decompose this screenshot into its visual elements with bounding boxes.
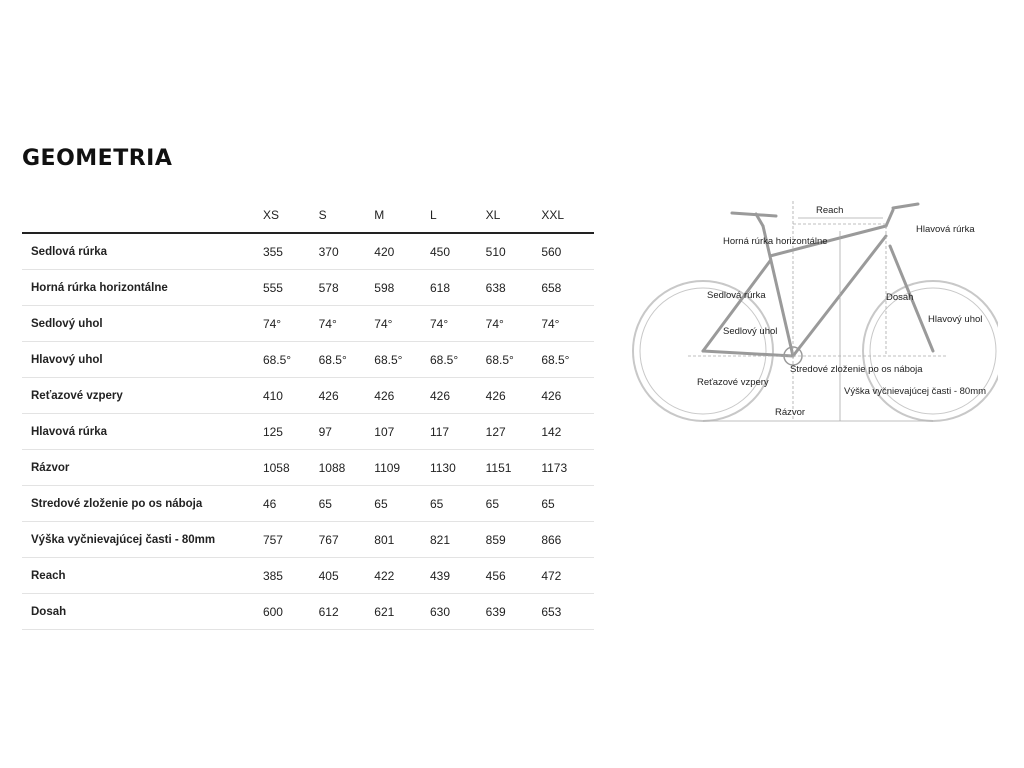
cell-value: 653 xyxy=(538,594,594,630)
chainstay xyxy=(703,351,793,356)
table-header-row xyxy=(22,198,594,233)
table-row xyxy=(22,270,594,306)
row-label: Výška vyčnievajúcej časti - 80mm xyxy=(22,522,260,558)
diagram-label: Stredové zloženie po os náboja xyxy=(790,364,923,375)
cell-value: 821 xyxy=(427,522,483,558)
cell-value: 1130 xyxy=(427,450,483,486)
cell-value: 370 xyxy=(316,233,372,270)
table-row xyxy=(22,522,594,558)
diagram-label: Hlavová rúrka xyxy=(916,224,975,235)
row-label: Reťazové vzpery xyxy=(22,378,260,414)
row-label: Stredové zloženie po os náboja xyxy=(22,486,260,522)
cell-value: 125 xyxy=(260,414,316,450)
row-label: Horná rúrka horizontálne xyxy=(22,270,260,306)
size-header: L xyxy=(427,198,483,233)
diagram-label: Reťazové vzpery xyxy=(697,377,769,388)
cell-value: 578 xyxy=(316,270,372,306)
size-header: XS xyxy=(260,198,316,233)
geometry-table xyxy=(22,198,594,630)
cell-value: 65 xyxy=(371,486,427,522)
cell-value: 618 xyxy=(427,270,483,306)
cell-value: 420 xyxy=(371,233,427,270)
header-label-cell xyxy=(22,198,260,233)
cell-value: 658 xyxy=(538,270,594,306)
saddle xyxy=(732,213,776,216)
cell-value: 450 xyxy=(427,233,483,270)
cell-value: 74° xyxy=(316,306,372,342)
cell-value: 68.5° xyxy=(427,342,483,378)
cell-value: 612 xyxy=(316,594,372,630)
cell-value: 107 xyxy=(371,414,427,450)
front-wheel xyxy=(863,281,998,421)
cell-value: 472 xyxy=(538,558,594,594)
cell-value: 385 xyxy=(260,558,316,594)
page-title: GEOMETRIA xyxy=(22,146,173,171)
diagram-label: Reach xyxy=(816,205,844,216)
cell-value: 68.5° xyxy=(538,342,594,378)
down-tube xyxy=(793,236,886,356)
size-header: S xyxy=(316,198,372,233)
cell-value: 866 xyxy=(538,522,594,558)
cell-value: 65 xyxy=(538,486,594,522)
row-label: Sedlový uhol xyxy=(22,306,260,342)
cell-value: 598 xyxy=(371,270,427,306)
cell-value: 405 xyxy=(316,558,372,594)
cell-value: 65 xyxy=(427,486,483,522)
cell-value: 1088 xyxy=(316,450,372,486)
cell-value: 142 xyxy=(538,414,594,450)
cell-value: 859 xyxy=(483,522,539,558)
cell-value: 555 xyxy=(260,270,316,306)
row-label: Hlavová rúrka xyxy=(22,414,260,450)
cell-value: 127 xyxy=(483,414,539,450)
table-body xyxy=(22,233,594,630)
cell-value: 74° xyxy=(427,306,483,342)
cell-value: 426 xyxy=(538,378,594,414)
cell-value: 1109 xyxy=(371,450,427,486)
cell-value: 74° xyxy=(260,306,316,342)
cell-value: 68.5° xyxy=(316,342,372,378)
cell-value: 422 xyxy=(371,558,427,594)
cell-value: 456 xyxy=(483,558,539,594)
cell-value: 426 xyxy=(483,378,539,414)
table-row xyxy=(22,558,594,594)
diagram-label: Dosah xyxy=(886,292,914,303)
table-row xyxy=(22,342,594,378)
row-label: Hlavový uhol xyxy=(22,342,260,378)
diagram-label: Sedlový uhol xyxy=(723,326,778,337)
cell-value: 621 xyxy=(371,594,427,630)
table-row xyxy=(22,486,594,522)
cell-value: 439 xyxy=(427,558,483,594)
table-row xyxy=(22,450,594,486)
handlebar xyxy=(893,204,918,208)
cell-value: 410 xyxy=(260,378,316,414)
diagram-label: Výška vyčnievajúcej časti - 80mm xyxy=(844,386,987,397)
cell-value: 74° xyxy=(483,306,539,342)
bike-geometry-diagram xyxy=(628,196,998,436)
cell-value: 68.5° xyxy=(371,342,427,378)
cell-value: 757 xyxy=(260,522,316,558)
cell-value: 97 xyxy=(316,414,372,450)
cell-value: 630 xyxy=(427,594,483,630)
row-label: Sedlová rúrka xyxy=(22,233,260,270)
size-header: M xyxy=(371,198,427,233)
cell-value: 355 xyxy=(260,233,316,270)
cell-value: 74° xyxy=(538,306,594,342)
cell-value: 510 xyxy=(483,233,539,270)
cell-value: 767 xyxy=(316,522,372,558)
stem xyxy=(886,210,893,226)
cell-value: 639 xyxy=(483,594,539,630)
cell-value: 600 xyxy=(260,594,316,630)
table-row xyxy=(22,306,594,342)
cell-value: 1058 xyxy=(260,450,316,486)
table-row xyxy=(22,594,594,630)
table-row xyxy=(22,378,594,414)
row-label: Reach xyxy=(22,558,260,594)
size-header: XXL xyxy=(538,198,594,233)
cell-value: 65 xyxy=(316,486,372,522)
cell-value: 638 xyxy=(483,270,539,306)
cell-value: 74° xyxy=(371,306,427,342)
seatstay xyxy=(703,261,770,351)
diagram-label: Horná rúrka horizontálne xyxy=(723,236,828,247)
row-label: Rázvor xyxy=(22,450,260,486)
table-row xyxy=(22,233,594,270)
cell-value: 426 xyxy=(316,378,372,414)
diagram-label: Sedlová rúrka xyxy=(707,290,766,301)
cell-value: 426 xyxy=(371,378,427,414)
cell-value: 68.5° xyxy=(260,342,316,378)
cell-value: 65 xyxy=(483,486,539,522)
cell-value: 68.5° xyxy=(483,342,539,378)
table-row xyxy=(22,414,594,450)
size-header: XL xyxy=(483,198,539,233)
row-label: Dosah xyxy=(22,594,260,630)
cell-value: 46 xyxy=(260,486,316,522)
cell-value: 560 xyxy=(538,233,594,270)
cell-value: 117 xyxy=(427,414,483,450)
diagram-label: Rázvor xyxy=(775,407,806,418)
cell-value: 1173 xyxy=(538,450,594,486)
cell-value: 426 xyxy=(427,378,483,414)
cell-value: 1151 xyxy=(483,450,539,486)
diagram-label: Hlavový uhol xyxy=(928,314,983,325)
cell-value: 801 xyxy=(371,522,427,558)
